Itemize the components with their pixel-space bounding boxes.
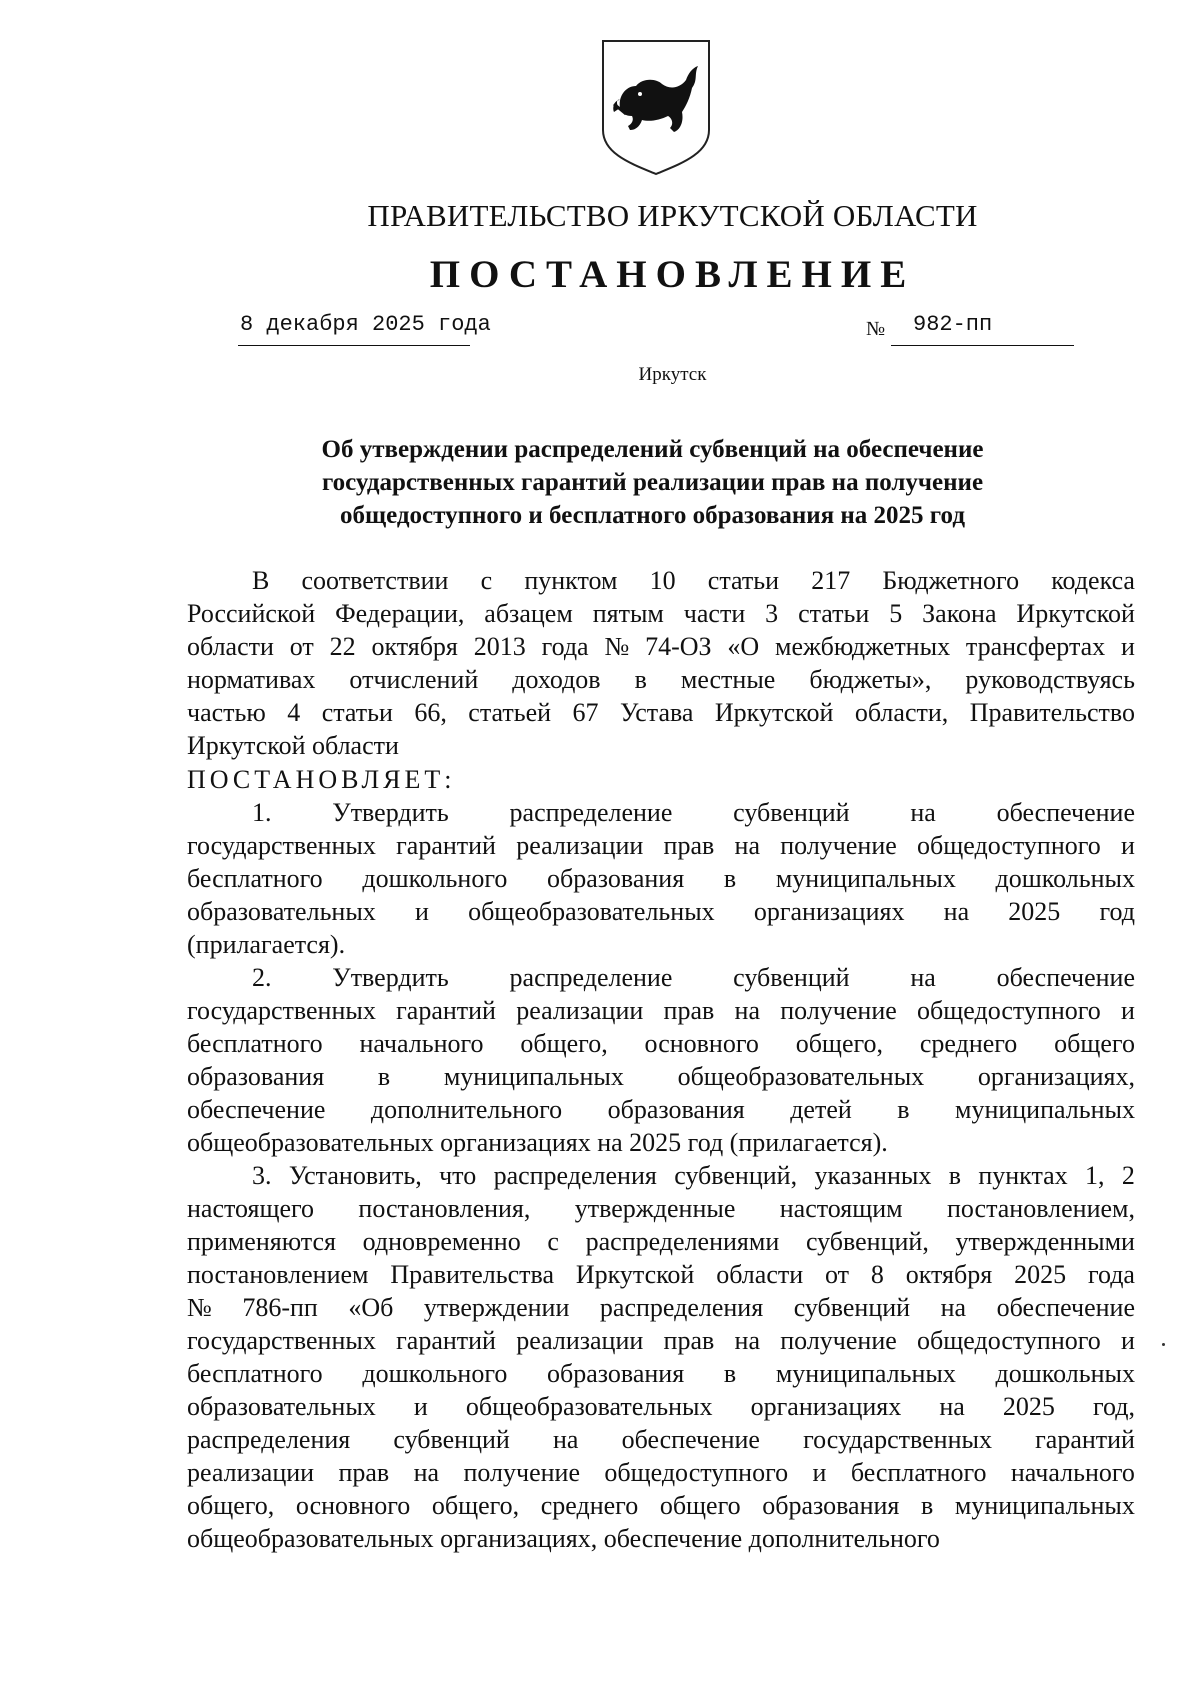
word: и (1121, 632, 1135, 661)
word: статьи (798, 599, 870, 628)
text-line (187, 1192, 1135, 1225)
word: отчислений (349, 665, 479, 694)
word: среднего (540, 1491, 639, 1520)
word: образования (547, 864, 685, 893)
word: общего, (520, 1029, 608, 1058)
word: бесплатного (187, 1359, 323, 1388)
word: субвенций (393, 1425, 510, 1454)
word: гарантий (1035, 1425, 1135, 1454)
word: государственных (187, 831, 376, 860)
word: постановлением, (946, 1194, 1135, 1223)
word: муниципальных (443, 1062, 624, 1091)
word: «О (727, 632, 760, 661)
word: образовательных (187, 897, 376, 926)
word: 3 (765, 599, 779, 628)
word: 2. (252, 963, 272, 992)
word: организациях (750, 1392, 902, 1421)
word: получение (780, 996, 897, 1025)
text-line (187, 1324, 1135, 1357)
word: постановления, (358, 1194, 531, 1223)
word: межбюджетных (774, 632, 951, 661)
word: основного (644, 1029, 759, 1058)
word: нормативах (187, 665, 316, 694)
word: пунктах (978, 1161, 1068, 1190)
word: государственных (187, 996, 376, 1025)
word: распределения (493, 1161, 657, 1190)
word: получение (780, 1326, 897, 1355)
word: 5 (889, 599, 903, 628)
word: Иркутской (575, 1260, 695, 1289)
document-title (250, 433, 1055, 532)
text-line (187, 696, 1135, 729)
word: дошкольного (362, 864, 508, 893)
word: и (1121, 831, 1135, 860)
word: пятым (592, 599, 664, 628)
word: в (634, 665, 647, 694)
word: реализации (516, 831, 644, 860)
word: 22 (329, 632, 356, 661)
word: субвенций (793, 1293, 911, 1322)
word: настоящим (779, 1194, 903, 1223)
word: начального (359, 1029, 484, 1058)
word: дошкольных (995, 864, 1135, 893)
word: доходов (512, 665, 601, 694)
document-number: 982-пп (913, 312, 993, 337)
word: прав (663, 1326, 715, 1355)
word: на (413, 1458, 440, 1487)
word: год, (1093, 1392, 1135, 1421)
word: обеспечение (996, 798, 1135, 827)
word: области (716, 1260, 804, 1289)
word: распределениями (585, 1227, 780, 1256)
title-line: государственных гарантий реализации прав на получение (321, 469, 984, 496)
text-line (187, 1456, 1135, 1489)
word: применяются (187, 1227, 336, 1256)
word: на (939, 1392, 965, 1421)
word: Утвердить (332, 798, 449, 827)
word: организациях, (440, 1524, 604, 1553)
word: обеспечение (996, 963, 1135, 992)
word: распределение (509, 798, 673, 827)
word: утвержденными (955, 1227, 1135, 1256)
item-1-paragraph (187, 796, 1135, 961)
word: муниципальных (775, 864, 956, 893)
word: получение (780, 831, 897, 860)
word: субвенций (733, 798, 850, 827)
word: утвержденные (574, 1194, 736, 1223)
title-line: Об утверждении распределений субвенций на обеспечение (321, 436, 984, 463)
irkutsk-coat-of-arms-icon (600, 38, 712, 176)
word: 2 (1121, 1161, 1135, 1190)
word: № (604, 632, 630, 661)
word: в (948, 1161, 961, 1190)
word: Иркутской (1016, 599, 1135, 628)
text-line (187, 1390, 1135, 1423)
word: Правительство (969, 698, 1135, 727)
document-city: Иркутск (638, 364, 707, 385)
text-line (187, 630, 1135, 663)
word: гарантий (396, 1326, 496, 1355)
word: муниципальных (954, 1491, 1135, 1520)
word: бесплатного (187, 1029, 323, 1058)
word: с (547, 1227, 559, 1256)
text-line (187, 1291, 1135, 1324)
text-line (187, 597, 1135, 630)
word: указанных (814, 1161, 932, 1190)
word: общего (1054, 1029, 1135, 1058)
word: Иркутской (714, 698, 834, 727)
text-line (187, 994, 1135, 1027)
organization-name: ПРАВИТЕЛЬСТВО ИРКУТСКОЙ ОБЛАСТИ (367, 198, 978, 233)
word: Закона (922, 599, 997, 628)
word: получение (463, 1458, 580, 1487)
word: постановлением (187, 1260, 369, 1289)
word: 3. (252, 1161, 272, 1190)
word: от (825, 1260, 850, 1289)
text-line (187, 1423, 1135, 1456)
text-line (187, 663, 1135, 696)
word: в (723, 864, 737, 893)
word: образования (762, 1491, 900, 1520)
word: 2025 (1008, 897, 1061, 926)
word: что (439, 1161, 477, 1190)
word: распределения (187, 1425, 351, 1454)
word: 217 (811, 566, 851, 595)
word: основного (295, 1491, 411, 1520)
word: общеобразовательных организациях на 2025 год (прилагается). (187, 1128, 888, 1157)
word: одновременно (362, 1227, 521, 1256)
word: 66, (414, 698, 447, 727)
word: года (1087, 1260, 1135, 1289)
word: реализации (187, 1458, 315, 1487)
word: руководствуясь (965, 665, 1135, 694)
word: Федерации, (335, 599, 465, 628)
word: 1, (1085, 1161, 1105, 1190)
word: кодекса (1051, 566, 1135, 595)
word: Бюджетного (882, 566, 1020, 595)
word: организациях, (977, 1062, 1135, 1091)
word: общедоступного (917, 996, 1101, 1025)
word: 74-ОЗ (645, 632, 712, 661)
word: в (377, 1062, 391, 1091)
word: Иркутской области (187, 731, 399, 760)
text-line (187, 1126, 1135, 1159)
word: распределения (599, 1293, 764, 1322)
word: организациях (753, 897, 905, 926)
word: общего (659, 1491, 741, 1520)
text-line (187, 1093, 1135, 1126)
word: статьи (321, 698, 393, 727)
word: обеспечение (996, 1293, 1135, 1322)
word: прав (663, 831, 715, 860)
word: общедоступного (917, 831, 1101, 860)
preamble-paragraph (187, 564, 1135, 762)
word: на (734, 831, 760, 860)
word: бесплатного (187, 864, 323, 893)
date-underline (238, 345, 470, 346)
text-line (187, 1225, 1135, 1258)
word: образовательных (187, 1392, 376, 1421)
word: обеспечение (187, 1095, 326, 1124)
word: муниципальных (775, 1359, 956, 1388)
word: на (734, 996, 760, 1025)
word: и (812, 1458, 827, 1487)
word: образования (547, 1359, 685, 1388)
word: общедоступного (604, 1458, 789, 1487)
word: Установить, (288, 1161, 422, 1190)
text-line (187, 1489, 1135, 1522)
word: на (910, 798, 936, 827)
text-line (187, 1159, 1135, 1192)
text-line (187, 1060, 1135, 1093)
word: общеобразовательных (677, 1062, 925, 1091)
word: местные (680, 665, 776, 694)
resolve-word: ПОСТАНОВЛЯЕТ: (187, 765, 456, 794)
word: общего, (431, 1491, 520, 1520)
word: год (1099, 897, 1135, 926)
text-line (187, 729, 1135, 762)
word: Российской (187, 599, 316, 628)
word: (прилагается). (187, 930, 346, 959)
document-kind: ПОСТАНОВЛЕНИЕ (429, 253, 916, 296)
word: пунктом (524, 566, 618, 595)
word: на (734, 1326, 760, 1355)
word: частью (187, 698, 266, 727)
word: общеобразовательных (187, 1524, 441, 1553)
word: детей (790, 1095, 852, 1124)
word: и (1121, 996, 1135, 1025)
word: 2025 (1002, 1392, 1055, 1421)
word: 1. (252, 798, 272, 827)
word: бесплатного (850, 1458, 987, 1487)
word: среднего (919, 1029, 1018, 1058)
text-line (187, 862, 1135, 895)
word: гарантий (396, 831, 496, 860)
word: 67 (572, 698, 599, 727)
word: абзацем (484, 599, 573, 628)
word: Утвердить (332, 963, 449, 992)
word: и (413, 1392, 428, 1421)
word: и (414, 897, 429, 926)
word: в (897, 1095, 910, 1124)
word: с (480, 566, 493, 595)
word: дополнительного (370, 1095, 563, 1124)
word: «Об (348, 1293, 394, 1322)
word: октября (905, 1260, 993, 1289)
word: утверждении (423, 1293, 570, 1322)
word: дошкольных (995, 1359, 1135, 1388)
word: 8 (870, 1260, 884, 1289)
word: обеспечение (603, 1524, 749, 1553)
document-date: 8 декабря 2025 года (240, 312, 491, 337)
word: В (252, 566, 270, 595)
word: и (1121, 1326, 1135, 1355)
word: от (289, 632, 314, 661)
number-underline (891, 345, 1074, 346)
number-sign: № (866, 318, 886, 340)
word: 4 (287, 698, 301, 727)
word: субвенций (733, 963, 850, 992)
text-line (187, 1027, 1135, 1060)
word: реализации (516, 996, 644, 1025)
word: государственных (187, 1326, 376, 1355)
item-2-paragraph (187, 961, 1135, 1159)
word: образования (187, 1062, 325, 1091)
word: общеобразовательных (468, 897, 715, 926)
text-line (187, 829, 1135, 862)
word: октября (371, 632, 458, 661)
text-line (187, 895, 1135, 928)
word: образования (607, 1095, 745, 1124)
word: государственных (803, 1425, 992, 1454)
word: статьи (707, 566, 780, 595)
word: начального (1010, 1458, 1135, 1487)
word: года (541, 632, 589, 661)
text-line (187, 796, 1135, 829)
word: на (910, 963, 936, 992)
word: субвенций, (674, 1161, 798, 1190)
text-line (187, 928, 1135, 961)
title-line: общедоступного и бесплатного образования на 2025 год (340, 502, 965, 529)
word: статьей (468, 698, 552, 727)
word: на (940, 1293, 967, 1322)
word: субвенций, (805, 1227, 929, 1256)
word: 2013 (473, 632, 526, 661)
item-3-paragraph (187, 1159, 1135, 1555)
word: на (552, 1425, 579, 1454)
word: в (921, 1491, 934, 1520)
word: распределение (509, 963, 673, 992)
word: 786-пп (242, 1293, 318, 1322)
word: муниципальных (954, 1095, 1135, 1124)
word: общего, (795, 1029, 884, 1058)
word: общеобразовательных (465, 1392, 713, 1421)
text-line (187, 564, 1135, 597)
word: обеспечение (621, 1425, 760, 1454)
word: настоящего (187, 1194, 315, 1223)
word: области, (854, 698, 949, 727)
text-line (187, 1357, 1135, 1390)
word: 2025 (1014, 1260, 1067, 1289)
word: дополнительного (748, 1524, 940, 1553)
word: трансфертах (965, 632, 1106, 661)
scan-speck (1162, 1343, 1165, 1346)
word: Правительства (390, 1260, 554, 1289)
word: общего, (187, 1491, 275, 1520)
word: общедоступного (917, 1326, 1101, 1355)
word: № (187, 1293, 212, 1322)
word: прав (663, 996, 715, 1025)
word: в (723, 1359, 737, 1388)
word: соответствии (301, 566, 449, 595)
word: бюджеты», (809, 665, 932, 694)
text-line (187, 1258, 1135, 1291)
text-line (187, 961, 1135, 994)
word: на (943, 897, 970, 926)
word: дошкольного (362, 1359, 508, 1388)
word: гарантий (396, 996, 496, 1025)
word: части (683, 599, 746, 628)
word: реализации (516, 1326, 644, 1355)
word: 10 (649, 566, 676, 595)
text-line (187, 1522, 1135, 1555)
word: прав (338, 1458, 390, 1487)
word: Устава (619, 698, 694, 727)
word: области (187, 632, 274, 661)
